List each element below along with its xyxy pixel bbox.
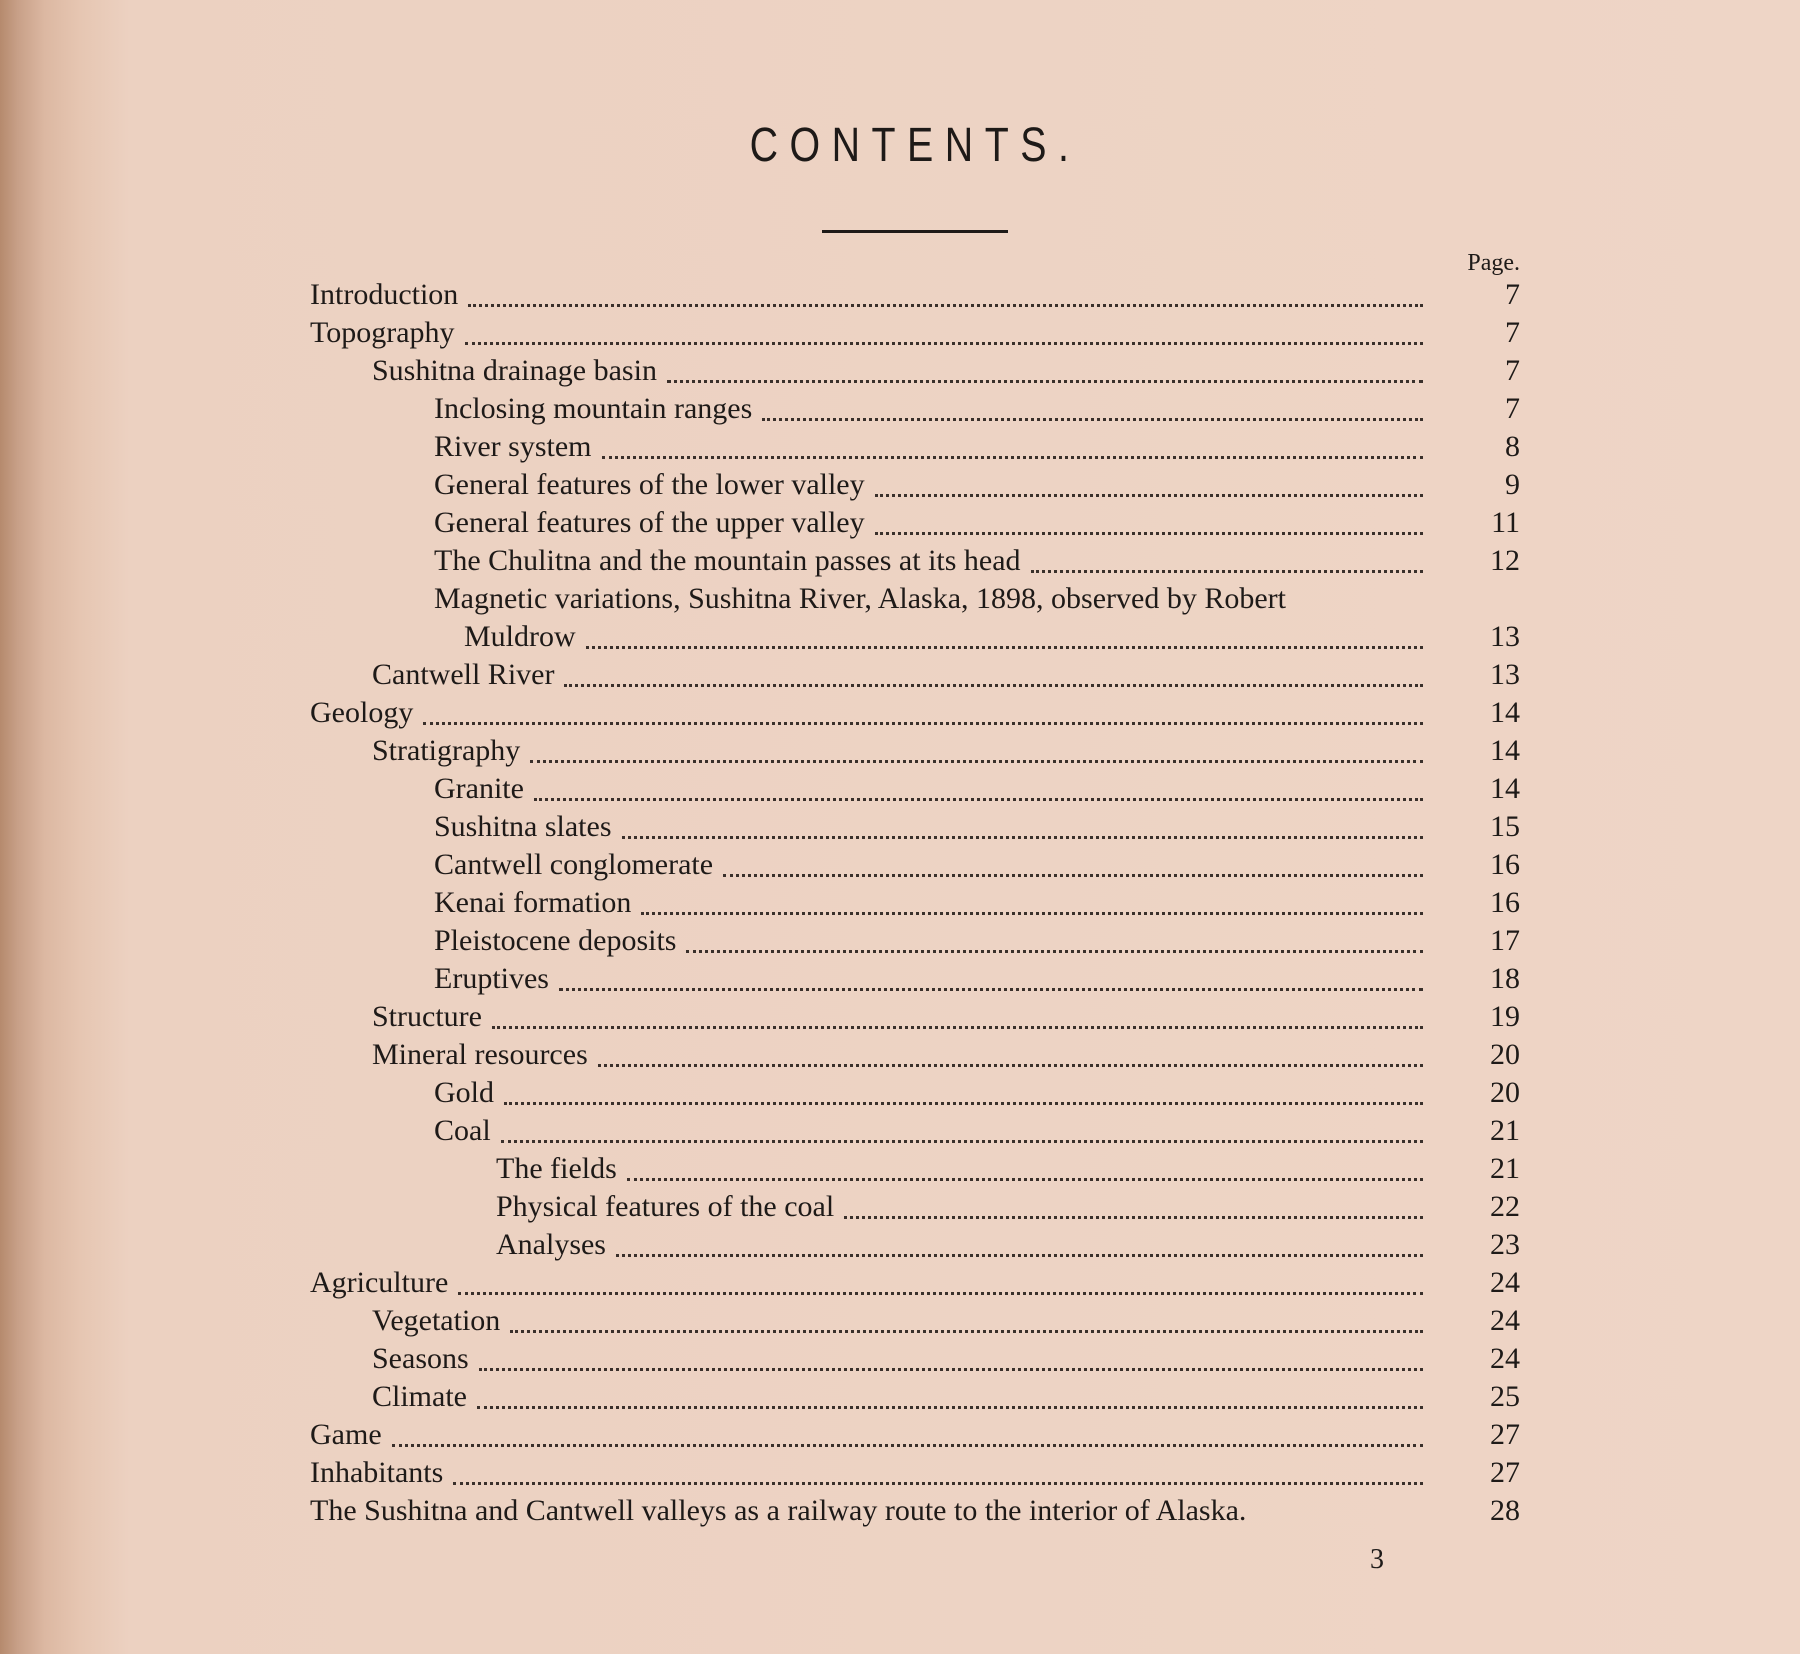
toc-entry [0,656,1800,694]
dot-leader [534,798,1423,801]
toc-entry-label: Analyses [496,1228,606,1261]
toc-entry-page: 7 [1505,354,1520,387]
dot-leader [530,760,1423,763]
dot-leader [492,1026,1423,1029]
toc-entry-label: River system [434,430,592,463]
toc-entry-page: 19 [1490,1000,1520,1033]
dot-leader [1031,570,1423,573]
toc-entry-label: Climate [372,1380,467,1413]
page-number: 3 [1370,1544,1384,1575]
dot-leader [602,456,1424,459]
toc-entry-label: Mineral resources [372,1038,588,1071]
toc-entry-label: General features of the lower valley [434,468,865,501]
toc-entry-page: 14 [1490,696,1520,729]
toc-entry-label: Introduction [310,278,459,311]
dot-leader [458,1292,1423,1295]
toc-entry [0,884,1800,922]
toc-entry [0,808,1800,846]
toc-entry-label: General features of the upper valley [434,506,865,539]
toc-entry-label: Stratigraphy [372,734,521,767]
toc-entry [0,1112,1800,1150]
toc-entry [0,846,1800,884]
toc-entry-label: Eruptives [434,962,549,995]
dot-leader [423,722,1423,725]
toc-entry-page: 13 [1490,620,1520,653]
toc-entry-label-line1: Magnetic variations, Sushitna River, Alaska, 1898, observed by Robert [434,582,1286,615]
toc-entry [0,314,1800,352]
toc-entry [0,732,1800,770]
toc-entry-label: The fields [496,1152,617,1185]
dot-leader [723,874,1423,877]
dot-leader [477,1406,1423,1409]
toc-entry-page: 12 [1490,544,1520,577]
toc-entry-page: 17 [1490,924,1520,957]
dot-leader [564,684,1423,687]
toc-entry-page: 16 [1490,848,1520,881]
toc-entry-label: Vegetation [372,1304,501,1337]
dot-leader [501,1140,1423,1143]
toc-entry-label: Kenai formation [434,886,632,919]
dot-leader [641,912,1423,915]
toc-entry-page: 24 [1490,1342,1520,1375]
toc-entry [0,694,1800,732]
dot-leader [762,418,1423,421]
toc-entry-page: 7 [1505,316,1520,349]
toc-entry-page: 28 [1490,1494,1520,1527]
dot-leader [392,1444,1423,1447]
toc-entry-label: Pleistocene deposits [434,924,677,957]
dot-leader [504,1102,1423,1105]
toc-entry [0,1074,1800,1112]
toc-entry [0,1150,1800,1188]
toc-entry-label: Cantwell conglomerate [434,848,714,881]
toc-entry-label: Coal [434,1114,491,1147]
dot-leader [465,342,1423,345]
toc-entry [0,1454,1800,1492]
toc-entry [0,1264,1800,1302]
dot-leader [622,836,1424,839]
toc-entry-page: 14 [1490,772,1520,805]
toc-entry [0,960,1800,998]
toc-entry-page: 18 [1490,962,1520,995]
table-of-contents [0,276,1800,1530]
toc-entry-page: 21 [1490,1114,1520,1147]
toc-entry-page: 25 [1490,1380,1520,1413]
toc-entry [0,998,1800,1036]
dot-leader [453,1482,1423,1485]
toc-entry-label: Sushitna drainage basin [372,354,657,387]
toc-entry [0,1492,1800,1530]
dot-leader [559,988,1423,991]
title-rule [822,230,1008,233]
toc-entry-label: Cantwell River [372,658,555,691]
toc-entry [0,1302,1800,1340]
toc-entry-label-line2: Muldrow [464,620,576,653]
toc-entry-label: The Chulitna and the mountain passes at its head [434,544,1021,577]
toc-entry [0,428,1800,466]
toc-entry-label: Inhabitants [310,1456,444,1489]
toc-entry-page: 9 [1505,468,1520,501]
toc-entry [0,352,1800,390]
toc-entry [0,1036,1800,1074]
toc-entry [0,390,1800,428]
toc-entry [0,922,1800,960]
toc-entry-page: 13 [1490,658,1520,691]
toc-entry-page: 15 [1490,810,1520,843]
toc-entry-label: Geology [310,696,414,729]
page-column-header: Page. [1467,250,1520,276]
toc-entry-page: 22 [1490,1190,1520,1223]
toc-entry-label: Game [310,1418,382,1451]
toc-entry-label: Gold [434,1076,494,1109]
toc-entry-page: 27 [1490,1456,1520,1489]
toc-entry-page: 11 [1491,506,1520,539]
toc-entry [0,1416,1800,1454]
toc-entry-page: 7 [1505,278,1520,311]
dot-leader [627,1178,1423,1181]
toc-entry-label: Agriculture [310,1266,449,1299]
toc-entry [0,276,1800,314]
toc-entry [0,580,1800,656]
dot-leader [686,950,1423,953]
toc-entry-label: The Sushitna and Cantwell valleys as a railway route to the interior of Alaska. [310,1494,1247,1527]
dot-leader [510,1330,1423,1333]
toc-entry-label: Seasons [372,1342,469,1375]
toc-entry-label: Inclosing mountain ranges [434,392,753,425]
dot-leader [586,646,1423,649]
toc-entry-label: Topography [310,316,455,349]
toc-entry-label: Physical features of the coal [496,1190,835,1223]
page-title: CONTENTS. [749,119,1081,172]
toc-entry-page: 20 [1490,1038,1520,1071]
toc-entry [0,542,1800,580]
toc-entry-label: Sushitna slates [434,810,612,843]
dot-leader [844,1216,1423,1219]
dot-leader [479,1368,1423,1371]
toc-entry-page: 21 [1490,1152,1520,1185]
dot-leader [468,304,1423,307]
toc-entry-page: 24 [1490,1304,1520,1337]
toc-entry [0,1188,1800,1226]
toc-entry-page: 7 [1505,392,1520,425]
toc-entry-page: 8 [1505,430,1520,463]
toc-entry [0,504,1800,542]
toc-entry-page: 24 [1490,1266,1520,1299]
dot-leader [616,1254,1423,1257]
toc-entry-page: 16 [1490,886,1520,919]
toc-entry-page: 27 [1490,1418,1520,1451]
dot-leader [875,494,1423,497]
toc-entry [0,1340,1800,1378]
toc-entry [0,770,1800,808]
toc-entry-page: 20 [1490,1076,1520,1109]
toc-entry [0,466,1800,504]
toc-entry-page: 14 [1490,734,1520,767]
toc-entry-page: 23 [1490,1228,1520,1261]
toc-entry [0,1226,1800,1264]
toc-entry [0,1378,1800,1416]
dot-leader [667,380,1423,383]
toc-entry-label: Structure [372,1000,482,1033]
dot-leader [875,532,1423,535]
toc-entry-label: Granite [434,772,524,805]
dot-leader [598,1064,1423,1067]
